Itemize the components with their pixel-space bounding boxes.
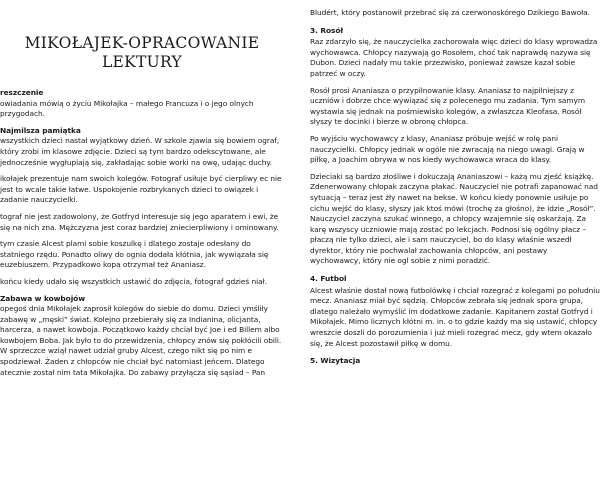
document-title (0, 34, 284, 72)
right-column (310, 0, 600, 368)
section-3-paragraph-1: Raz zdarzyło się, że nauczycielka zachorowała więc dzieci do klasy wprowadza wychowawca. Chłopcy nazywają go Rosołem, choć tak naprawdę nazywa się Dubon. Dzieci nadały mu takie przezwisko, ponieważ zawsze kazał sobie patrzeć w oczy. (310, 37, 598, 78)
section-1-paragraph-4: tym czasie Alcest plami sobie koszulkę i dlatego zostaje odesłany do statniego rzędu. Ponadto oliwy do ognia dodała kłótnia, jak wywiązała się euzebiuszem. Przypadkowo kopa otrzymał też Ananiasz. (0, 239, 269, 270)
section-1-heading: Najmilsza pamiątka (0, 125, 81, 135)
intro-heading: reszczenie (0, 88, 44, 97)
section-2-paragraph-1: opegoś dnia Mikołajek zaprosił kolegów do siebie do domu. Dzieci ymśliły zabawę w „męski” świat. Kolejno przebierały się za Indianina, olicjanta, harcerza, a nawet kowboja. Początkowo każdy chciał być Joe i ed Billem albo kowbojem Boba. Jak było to do przewidzenia, chłopcy znów się pokłócili obili. W sprzeczce wziął nawet udział gruby Alcest, czego nikt się po nim e spodziewał. Żaden z chłopców nie chciał być natomiast jeńcem. Dlatego atecznie został nim tata Mikołajka. Do zabawy przyłącza się sąsiad – Pan (0, 304, 282, 377)
section-3-paragraph-2: Rosół prosi Ananiasza o przypilnowanie klasy. Ananiasz to najpilniejszy z uczniów i dobrze chce wywiązać się z polecenego mu zadania. Tym samym wystawia się jednak na pośmiewisko kolegów, a zwłaszcza Kleofasa. Rosół słyszy te docinki i bierze w obronę chłopca. (310, 85, 586, 127)
section-4-heading: 4. Futbol (310, 274, 347, 284)
section-3-paragraph-4: Dzieciaki są bardzo złośliwe i dokuczają Ananiaszowi – każą mu zjeść książkę. Zdenerwowany chłopak zaczyna płakać. Nauczyciel nie potrafi zapanować nad sytuacją – teraz jest żły nawet na bekse. W końcu kiedy ponownie usiłuje po cichu wejść do klasy, słyszy jak ktoś mówi (trochę za głośno), że idzie „Rosół”. Nauczyciel zaczyna szukać winnego, a chłopcy wzajemnie się oskarżają. Za karę wszyscy uczniowie mają zostać po lekcjach. Podnosi się ogólny płacz – płaczą nie tylko dzieci, ale i sam nauczyciel, bo do klasy właśnie wszedł dyrektor, który nie pochwalał zachowania chłopców, ani postawy wychowawcy, który nie ogl sobie z nimi poradzić. (310, 171, 598, 266)
section-1-paragraph-5: końcu kiedy udało się wszystkich ustawić do zdjęcia, fotograf gdzieś niał. (0, 276, 267, 286)
section-4-paragraph-1: Alcest właśnie dostał nową futbolówkę i chciał rozegrać z kolegami po południu mecz. Ananiasz miał być sędzią. Chłopców zebrała się jednak spora grupa, dlatego należało wymyślić im dodatkowe zadanie. Kapitanem został Gotfryd i Mikołajek. Mimo licznych kłótni m. in. o to gdzie każdy ma się ustawić, chłopcy wreszcie doszli do porozumienia i już mieli rozegrać mecz, gdy wtem okazało się, że Alcest pozostawił piłkę w domu. (310, 285, 600, 348)
section-3-paragraph-3: Po wyjściu wychowawcy z klasy, Ananiasz próbuje wejść w rolę pani nauczycielki. Chłopcy jednak w ogóle nie zwracają na niego uwagi. Grają w piłkę, a Joachim obrywa w nos kiedy wychowawca wraca do klasy. (310, 133, 585, 165)
section-2-heading: Zabawa w kowbojów (0, 293, 85, 303)
section-1-paragraph-1: wszystkich dzieci nastał wyjątkowy dzień. W szkole zjawia się bowiem ograf, który zrobi im klasowe zdjęcie. Dzieci są tym bardzo odekscytowane, ale jednocześnie wygłupiają się, zakładając sobie worki na owę, udając duchy. (0, 136, 280, 167)
document-title-line-1: MIKOŁAJEK-OPRACOWANIE (24, 34, 260, 52)
section-1-paragraph-3: tograf nie jest zadowolony, że Gotfryd interesuje się jego aparatem i ewi, że się na nich zna. Mężczyzna jest coraz bardziej zniecierpliwiony i ominowany. (0, 211, 279, 232)
section-5-heading: 5. Wizytacja (310, 356, 361, 366)
continued-paragraph: Bludért, który postanowił przebrać się za czerwonoskórego Dzikiego Bawoła. (310, 8, 590, 17)
intro-paragraph: owiadania mówią o życiu Mikołajka – małego Francuza i o jego olnych przygodach. (0, 98, 254, 119)
section-1-paragraph-2: ikołajek prezentuje nam swoich kolegów. Fotograf usiłuje być cierpliwy ec nie jest to wcale takie łatwe. Uspokojenie rozbrykanych dzieci to owiązek i zadanie nauczycielki. (0, 174, 282, 205)
section-3-heading: 3. Rosół (310, 25, 344, 35)
left-column (0, 0, 288, 384)
document-title-line-2: LEKTURY (101, 53, 183, 71)
